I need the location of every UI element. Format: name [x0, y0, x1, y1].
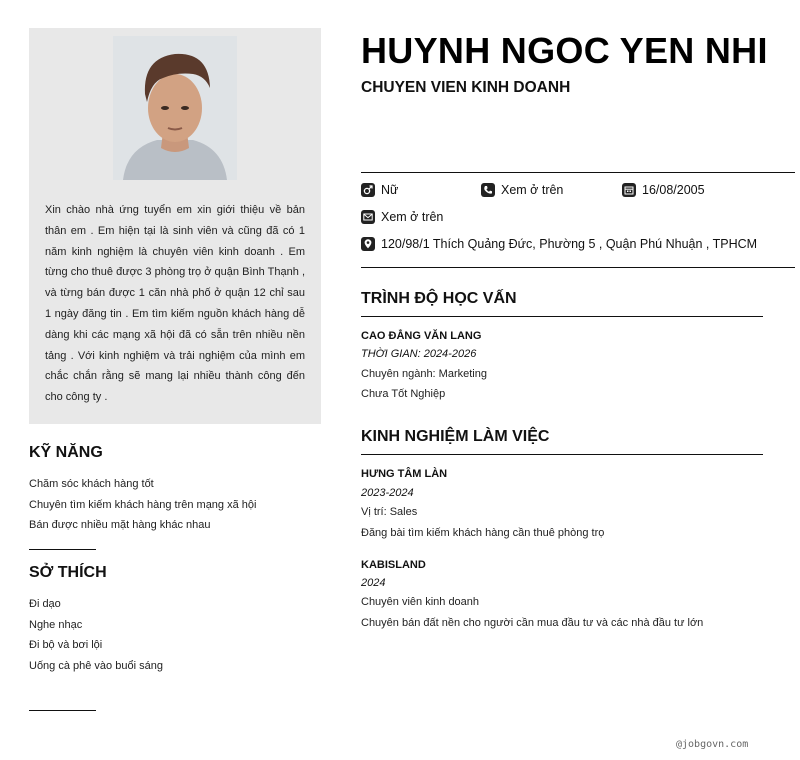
birthday-value: 16/08/2005	[642, 183, 705, 197]
contact-address	[361, 237, 757, 251]
profile-photo	[113, 36, 237, 180]
list-item: Nghe nhạc	[29, 618, 83, 631]
list-item: Đi bộ và bơi lội	[29, 639, 103, 652]
contact-phone	[481, 183, 563, 197]
hobbies-divider	[29, 710, 96, 711]
education-divider	[361, 316, 763, 317]
list-item: Đi dạo	[29, 598, 61, 610]
job-period: 2024	[361, 577, 386, 589]
education-time: THỜI GIAN: 2024-2026	[361, 348, 477, 360]
job-company: HƯNG TÂM LÀN	[361, 468, 448, 480]
phone-value: Xem ở trên	[501, 183, 564, 197]
hobbies-list	[29, 594, 163, 677]
candidate-job-title: CHUYEN VIEN KINH DOANH	[361, 79, 571, 96]
contact-bottom-divider	[361, 267, 795, 268]
profile-panel	[29, 28, 321, 424]
intro-paragraph: Xin chào nhà ứng tuyển em xin giới thiệu về bản thân em . Em hiện tại là sinh viên và cũng đã có 1 năm kinh nghiệm là chuyên viên kinh doanh . Em từng cho thuê được 3 phòng trọ ở quận Bình Thạnh , và từng bán được 1 căn nhà phố ở quận 12 chỉ sau 1 ngày đăng tin . Em tìm kiếm nguồn khách hàng dễ dàng khi các mạng xã hội đã có sẵn trên nhiều nền tảng . Với kinh nghiệm và trải nghiệm của mình em chắc chắn rằng sẽ mang lại nhiều thành công đến cho công ty .	[45, 204, 305, 404]
education-major: Chuyên ngành: Marketing	[361, 368, 487, 380]
job-position: Chuyên viên kinh doanh	[361, 596, 480, 608]
experience-title: KINH NGHIỆM LÀM VIỆC	[361, 428, 550, 445]
mail-icon	[361, 210, 375, 224]
contact-gender	[361, 183, 398, 197]
list-item: Chăm sóc khách hàng tốt	[29, 478, 154, 490]
watermark: @jobgovn.com	[676, 739, 749, 750]
calendar-icon	[622, 183, 636, 197]
job-description: Chuyên bán đất nền cho người cần mua đầu tư và các nhà đầu tư lớn	[361, 617, 704, 629]
job-description: Đăng bài tìm kiếm khách hàng cần thuê phòng trọ	[361, 527, 605, 539]
hobbies-title: SỞ THÍCH	[29, 564, 107, 581]
job-position: Vị trí: Sales	[361, 506, 418, 518]
avatar	[113, 36, 237, 180]
candidate-name: HUYNH NGOC YEN NHI	[361, 30, 768, 71]
list-item: Uống cà phê vào buổi sáng	[29, 660, 163, 673]
contact-top-divider	[361, 172, 795, 173]
gender-icon	[361, 183, 375, 197]
skills-title: KỸ NĂNG	[29, 444, 103, 461]
email-value: Xem ở trên	[381, 210, 444, 224]
list-item: Bán được nhiều mặt hàng khác nhau	[29, 519, 211, 532]
education-title: TRÌNH ĐỘ HỌC VẤN	[361, 290, 517, 307]
skills-list	[29, 474, 256, 536]
skills-divider	[29, 549, 96, 550]
job-company: KABISLAND	[361, 559, 426, 571]
phone-icon	[481, 183, 495, 197]
education-school: CAO ĐẲNG VĂN LANG	[361, 330, 482, 342]
contact-email	[361, 210, 443, 224]
contact-birthday	[622, 183, 705, 197]
list-item: Chuyên tìm kiếm khách hàng trên mạng xã hội	[29, 498, 257, 511]
job-period: 2023-2024	[361, 487, 414, 499]
location-pin-icon	[361, 237, 375, 251]
gender-value: Nữ	[381, 183, 399, 197]
address-value: 120/98/1 Thích Quảng Đức, Phường 5 , Quận Phú Nhuận , TPHCM	[381, 237, 758, 251]
education-status: Chưa Tốt Nghiệp	[361, 388, 446, 400]
experience-divider	[361, 454, 763, 455]
